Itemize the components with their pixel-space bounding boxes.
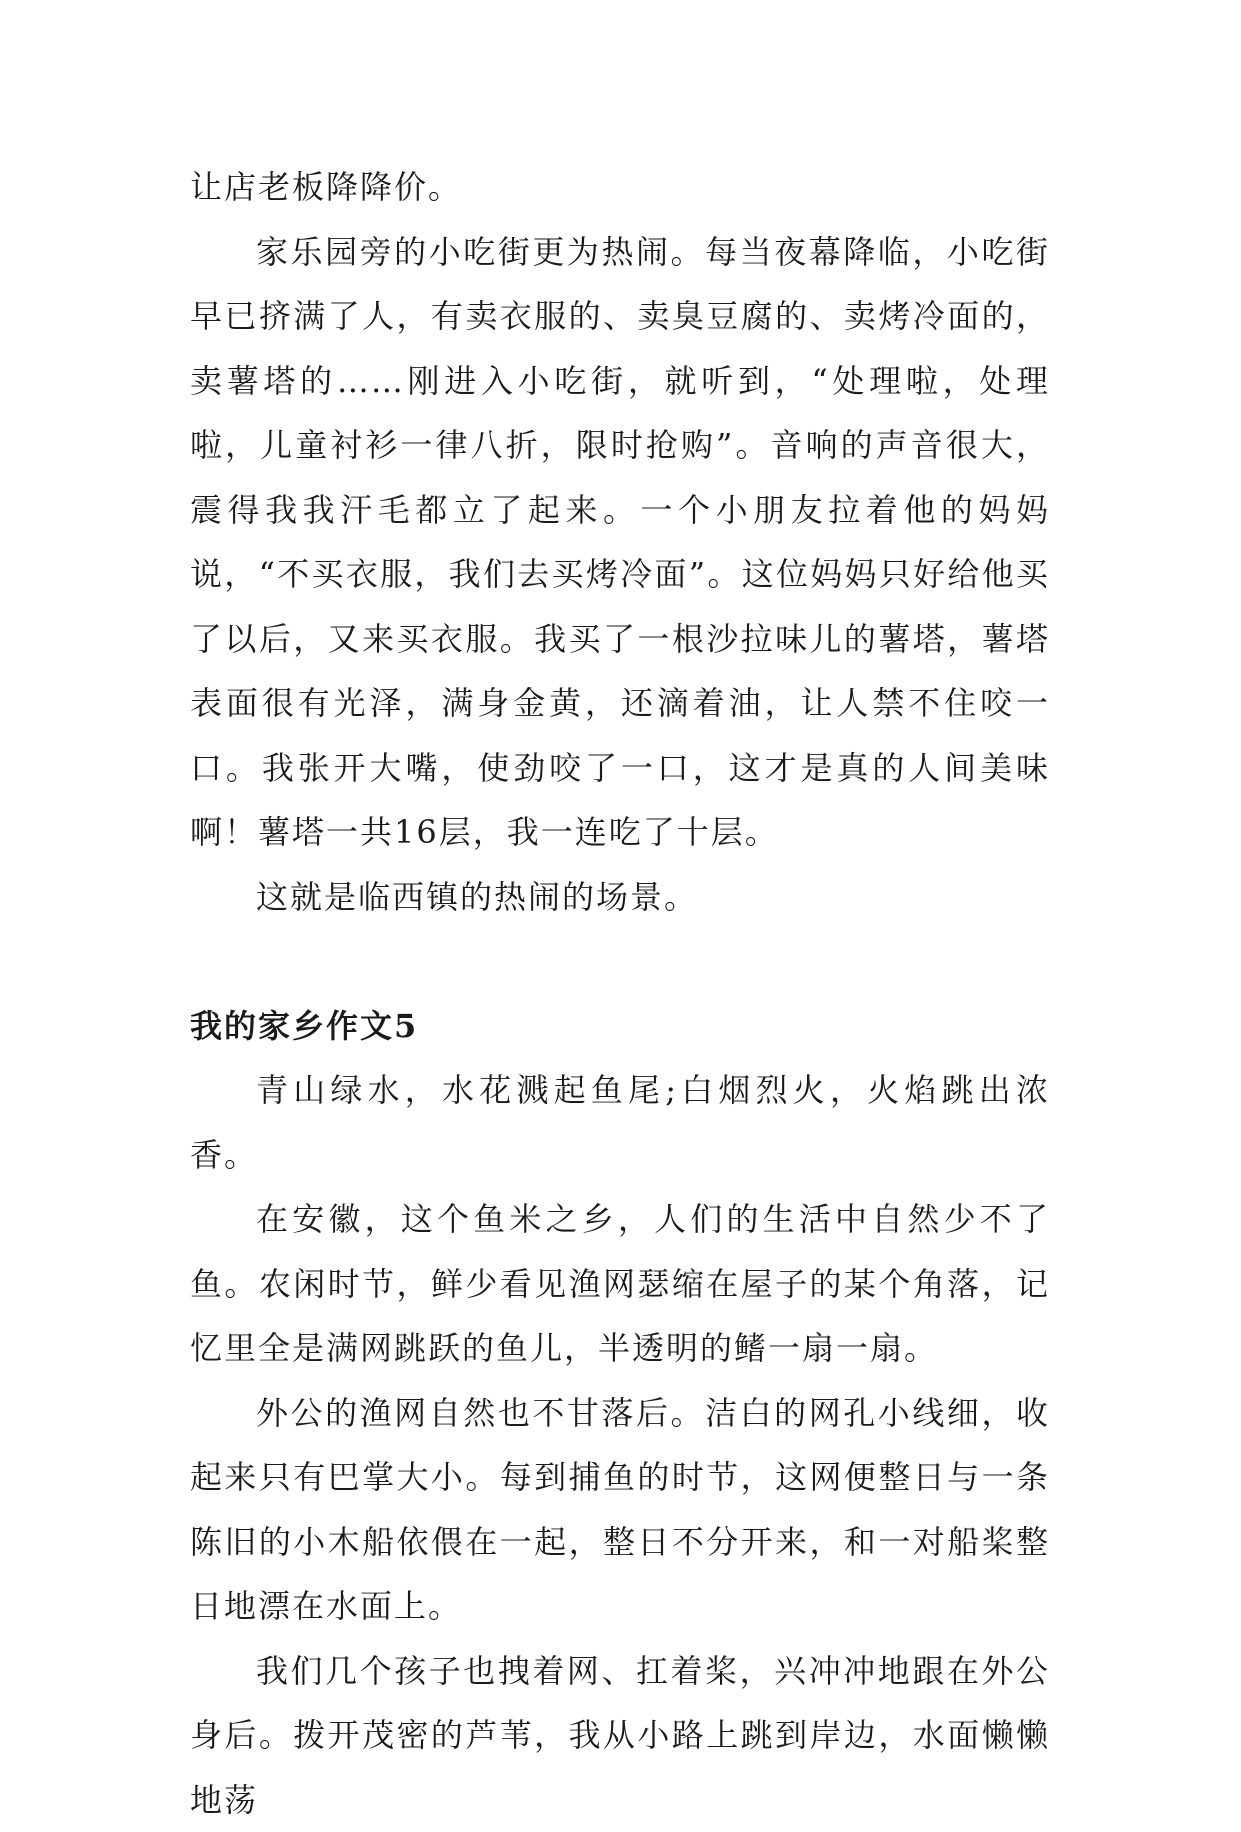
paragraph-children: 我们几个孩子也拽着网、扛着桨，兴冲冲地跟在外公身后。拨开茂密的芦苇，我从小路上跳到岸边，水面懒懒地荡 [190, 1639, 1050, 1832]
essay-title: 我的家乡作文5 [190, 994, 1050, 1059]
document-body [190, 155, 1050, 1832]
paragraph-conclusion: 这就是临西镇的热闹的场景。 [190, 865, 1050, 930]
section-spacer [190, 929, 1050, 994]
paragraph-anhui: 在安徽，这个鱼米之乡，人们的生活中自然少不了鱼。农闲时节，鲜少看见渔网瑟缩在屋子的某个角落，记忆里全是满网跳跃的鱼儿，半透明的鳍一扇一扇。 [190, 1187, 1050, 1381]
paragraph-grandpa-net: 外公的渔网自然也不甘落后。洁白的网孔小线细，收起来只有巴掌大小。每到捕鱼的时节，这网便整日与一条陈旧的小木船依偎在一起，整日不分开来，和一对船桨整日地漂在水面上。 [190, 1381, 1050, 1639]
paragraph-opening: 青山绿水，水花溅起鱼尾;白烟烈火，火焰跳出浓香。 [190, 1058, 1050, 1187]
paragraph-continued: 让店老板降降价。 [190, 155, 1050, 220]
paragraph-snack-street: 家乐园旁的小吃街更为热闹。每当夜幕降临，小吃街早已挤满了人，有卖衣服的、卖臭豆腐的、卖烤冷面的，卖薯塔的……刚进入小吃街，就听到，“处理啦，处理啦，儿童衬衫一律八折，限时抢购”。音响的声音很大，震得我我汗毛都立了起来。一个小朋友拉着他的妈妈说，“不买衣服，我们去买烤冷面”。这位妈妈只好给他买了以后，又来买衣服。我买了一根沙拉味儿的薯塔，薯塔表面很有光泽，满身金黄，还滴着油，让人禁不住咬一口。我张开大嘴，使劲咬了一口，这才是真的人间美味啊！薯塔一共16层，我一连吃了十层。 [190, 220, 1050, 865]
